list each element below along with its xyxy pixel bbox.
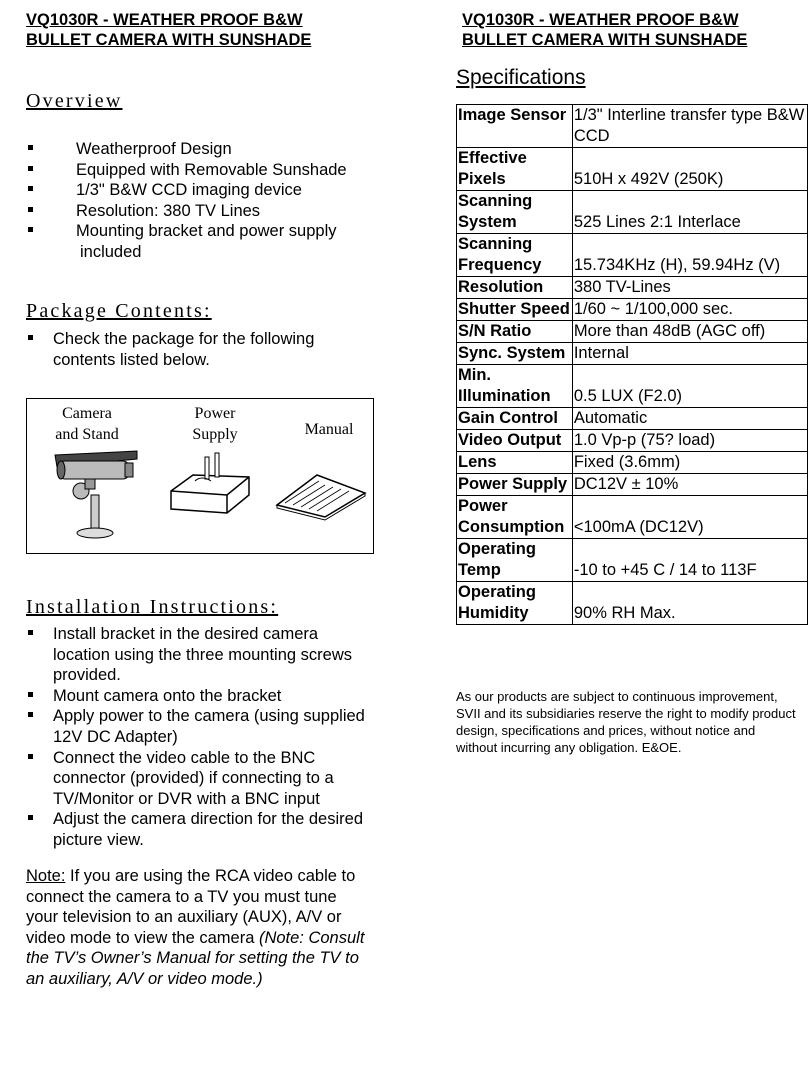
header-line-1: VQ1030R - WEATHER PROOF B&W bbox=[26, 11, 303, 29]
disclaimer-text: As our products are subject to continuous improvement, SVII and its subsidiaries reserve the right to modify product design, specifications and prices, without notice and without incurring any obligation. E&OE. bbox=[456, 689, 796, 755]
bullet-icon bbox=[28, 712, 33, 717]
spec-value: Fixed (3.6mm) bbox=[572, 452, 807, 474]
manual-icon bbox=[273, 467, 369, 521]
table-row bbox=[457, 496, 808, 539]
installation-list bbox=[26, 624, 366, 851]
spec-value: DC12V ± 10% bbox=[572, 474, 807, 496]
list-item: Weatherproof Design bbox=[26, 139, 376, 160]
spec-value: 15.734KHz (H), 59.94Hz (V) bbox=[572, 234, 807, 277]
bullet-icon bbox=[28, 207, 33, 212]
spec-label: Video Output bbox=[457, 430, 573, 452]
table-row bbox=[457, 148, 808, 191]
spec-value: 510H x 492V (250K) bbox=[572, 148, 807, 191]
package-list bbox=[26, 329, 346, 370]
page-header-right bbox=[462, 10, 747, 50]
bullet-icon bbox=[28, 166, 33, 171]
bullet-icon bbox=[28, 186, 33, 191]
header-line-2: BULLET CAMERA WITH SUNSHADE bbox=[462, 31, 748, 49]
note-text: If you are using the RCA video cable to connect the camera to a TV you must tune your television to an auxiliary (AUX), A/V or video mode to view the camera bbox=[26, 867, 356, 947]
note-italic-text: (Note: Consult the TV’s Owner’s Manual for setting the TV to an auxiliary, A/V or video mode.) bbox=[26, 928, 365, 988]
table-row bbox=[457, 321, 808, 343]
spec-value: Internal bbox=[572, 343, 807, 365]
spec-label: Gain Control bbox=[457, 408, 573, 430]
bullet-icon bbox=[28, 692, 33, 697]
table-row bbox=[457, 191, 808, 234]
bullet-icon bbox=[28, 227, 33, 232]
table-row bbox=[457, 299, 808, 321]
spec-label: Scanning Frequency bbox=[457, 234, 573, 277]
list-item: Install bracket in the desired camera location using the three mounting screws provided. bbox=[26, 624, 366, 686]
table-row bbox=[457, 452, 808, 474]
specifications-table bbox=[456, 104, 808, 625]
spec-value: More than 48dB (AGC off) bbox=[572, 321, 807, 343]
spec-value: <100mA (DC12V) bbox=[572, 496, 807, 539]
note-paragraph bbox=[26, 866, 366, 990]
spec-label: S/N Ratio bbox=[457, 321, 573, 343]
table-row bbox=[457, 430, 808, 452]
list-item: Check the package for the following contents listed below. bbox=[26, 329, 346, 370]
camera-icon bbox=[45, 445, 145, 545]
package-contents-title: Package Contents: bbox=[26, 300, 212, 322]
list-item: Connect the video cable to the BNC connector (provided) if connecting to a TV/Monitor or DVR with a BNC input bbox=[26, 748, 366, 810]
table-row bbox=[457, 474, 808, 496]
table-row bbox=[457, 365, 808, 408]
list-item: Apply power to the camera (using supplied 12V DC Adapter) bbox=[26, 706, 366, 747]
spec-value: 90% RH Max. bbox=[572, 582, 807, 625]
spec-label: Min. Illumination bbox=[457, 365, 573, 408]
spec-label: Lens bbox=[457, 452, 573, 474]
bullet-icon bbox=[28, 335, 33, 340]
note-label: Note: bbox=[26, 867, 66, 885]
spec-value: 380 TV-Lines bbox=[572, 277, 807, 299]
camera-caption: Camera and Stand bbox=[55, 405, 119, 443]
list-item: Adjust the camera direction for the desired picture view. bbox=[26, 809, 366, 850]
table-row bbox=[457, 582, 808, 625]
page-header-left bbox=[26, 10, 311, 50]
spec-label: Power Consumption bbox=[457, 496, 573, 539]
bullet-icon bbox=[28, 815, 33, 820]
bullet-icon bbox=[28, 145, 33, 150]
spec-label: Operating Temp bbox=[457, 539, 573, 582]
manual-caption: Manual bbox=[304, 421, 354, 438]
spec-value: 525 Lines 2:1 Interlace bbox=[572, 191, 807, 234]
spec-label: Sync. System bbox=[457, 343, 573, 365]
spec-label: Operating Humidity bbox=[457, 582, 573, 625]
bullet-icon bbox=[28, 754, 33, 759]
power-supply-icon bbox=[165, 451, 257, 523]
table-row bbox=[457, 105, 808, 148]
list-item: Resolution: 380 TV Lines bbox=[26, 201, 376, 222]
list-item: 1/3" B&W CCD imaging device bbox=[26, 180, 376, 201]
list-item: Equipped with Removable Sunshade bbox=[26, 160, 376, 181]
spec-value: Automatic bbox=[572, 408, 807, 430]
spec-value: 1.0 Vp-p (75? load) bbox=[572, 430, 807, 452]
bullet-icon bbox=[28, 630, 33, 635]
table-row bbox=[457, 539, 808, 582]
spec-label: Power Supply bbox=[457, 474, 573, 496]
spec-label: Image Sensor bbox=[457, 105, 573, 148]
table-row bbox=[457, 234, 808, 277]
header-line-1: VQ1030R - WEATHER PROOF B&W bbox=[462, 11, 739, 29]
power-supply-caption: Power Supply bbox=[192, 405, 238, 443]
spec-label: Effective Pixels bbox=[457, 148, 573, 191]
list-item: Mounting bracket and power supply included bbox=[26, 221, 376, 262]
table-row bbox=[457, 343, 808, 365]
spec-value: -10 to +45 C / 14 to 113F bbox=[572, 539, 807, 582]
spec-value: 0.5 LUX (F2.0) bbox=[572, 365, 807, 408]
overview-list bbox=[26, 139, 376, 263]
table-row bbox=[457, 408, 808, 430]
overview-title: Overview bbox=[26, 90, 123, 112]
list-item: Mount camera onto the bracket bbox=[26, 686, 366, 707]
spec-value: 1/3" Interline transfer type B&W CCD bbox=[572, 105, 807, 148]
spec-label: Resolution bbox=[457, 277, 573, 299]
spec-value: 1/60 ~ 1/100,000 sec. bbox=[572, 299, 807, 321]
specifications-title: Specifications bbox=[456, 66, 586, 89]
package-contents-box bbox=[26, 398, 374, 554]
spec-label: Shutter Speed bbox=[457, 299, 573, 321]
spec-label: Scanning System bbox=[457, 191, 573, 234]
installation-title: Installation Instructions: bbox=[26, 596, 279, 618]
header-line-2: BULLET CAMERA WITH SUNSHADE bbox=[26, 31, 312, 49]
table-row bbox=[457, 277, 808, 299]
